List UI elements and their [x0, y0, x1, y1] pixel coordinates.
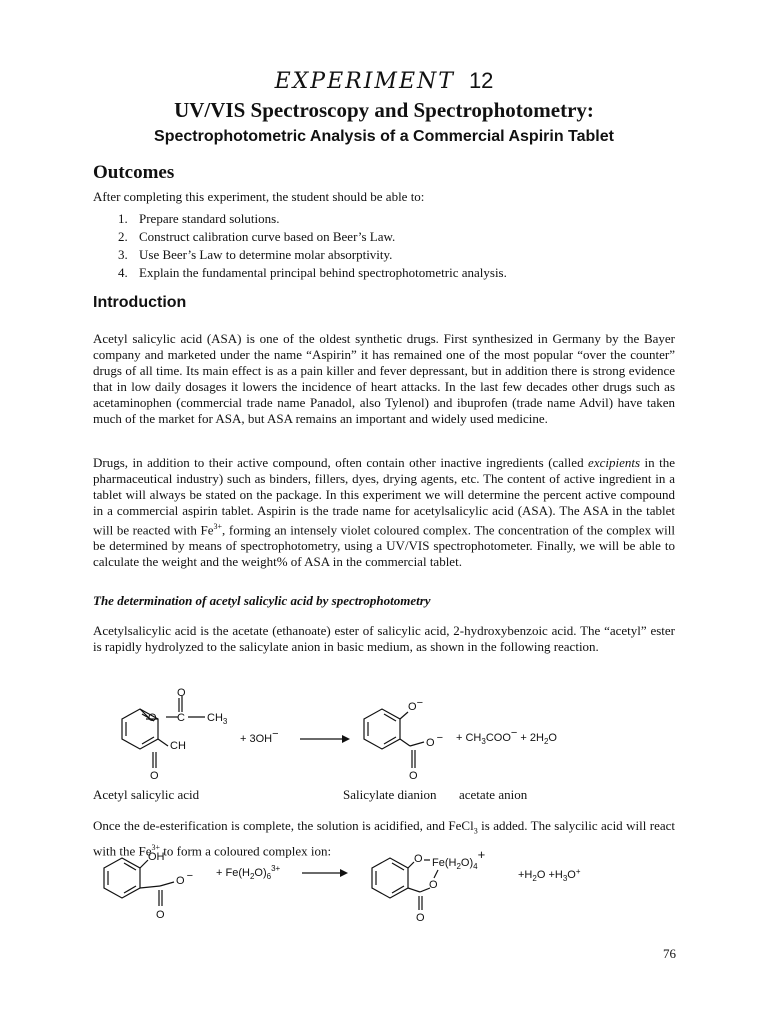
caption-acetyl-salicylic-acid: Acetyl salicylic acid — [93, 787, 200, 802]
outcomes-list — [118, 210, 507, 282]
reagent-iron: + $Fe(H_2O)_6^{3+}$ — [216, 864, 281, 881]
determination-heading: The determination of acetyl salicylic acid by spectrophotometry — [93, 593, 431, 608]
reaction-arrow-icon — [302, 869, 348, 877]
o-top-label: O — [177, 687, 186, 699]
ch-label: CH — [170, 740, 186, 752]
product-o-bottom: O — [409, 770, 418, 782]
complexation-reaction-diagram — [90, 848, 610, 928]
introduction-paragraph-1: Acetyl salicylic acid (ASA) is one of the oldest synthetic drugs. First synthesized in Germany by the Bayer company and marketed under the name “Aspirin” it has remained one of the most popular “over the counter” drugs of all time. Its main effect is as a pain killer and fever depressant, but in addition there is strong evidence that in low daily dosages it lowers the incidence of heart attacks. In the last few decades other drugs such as acetaminophen (commercial trade name Panadol, also Tylenol) and ibuprofen (trade name Advil) have taken much of the market for ASA, but ASA remains an important and widely used medicine. — [93, 331, 675, 426]
reaction-arrow-icon — [300, 735, 350, 743]
page-subtitle: Spectrophotometric Analysis of a Commercial Aspirin Tablet — [154, 128, 614, 145]
caption-acetate-anion: acetate anion — [459, 787, 528, 802]
o-ester-label: O — [148, 712, 157, 724]
oh-label: OH — [148, 851, 165, 863]
benzene-ring-icon — [372, 858, 408, 898]
benzene-ring-icon — [364, 709, 400, 749]
byproducts-2: $+H_2O +H_3O^+$ — [518, 867, 581, 883]
list-item: 1. Prepare standard solutions. — [118, 211, 280, 226]
caption-salicylate-dianion: Salicylate dianion — [343, 787, 437, 802]
o-charge-label: O − — [176, 870, 193, 887]
complex-iron-label: $Fe(H_2O)_4+$ — [432, 848, 486, 871]
determination-paragraph: Acetylsalicylic acid is the acetate (ethanoate) ester of salicylic acid, 2-hydroxybenzoic acid. The “acetyl” ester is rapidly hydrolyzed to the salicylate anion in basic medium, as shown in the following reaction. — [93, 623, 675, 654]
experiment-heading — [0, 68, 768, 94]
complex-o2-label: O — [429, 879, 438, 891]
outcomes-intro: After completing this experiment, the student should be able to: — [93, 189, 425, 204]
page-title: UV/VIS Spectroscopy and Spectrophotometry: — [174, 98, 594, 122]
product-o-top: O− — [408, 697, 423, 713]
list-item: 4. Explain the fundamental principal behind spectrophotometric analysis. — [118, 265, 507, 280]
list-item: 2. Construct calibration curve based on Beer’s Law. — [118, 229, 396, 244]
list-item: 3. Use Beer’s Law to determine molar absorptivity. — [118, 247, 393, 262]
o-bottom-label: O — [156, 909, 165, 921]
complex-o-bottom: O — [416, 912, 425, 924]
introduction-heading: Introduction — [93, 294, 187, 311]
outcomes-heading: Outcomes — [93, 162, 175, 183]
experiment-word: EXPERIMENT — [274, 69, 455, 94]
introduction-paragraph-2: Drugs, in addition to their active compound, often contain other inactive ingredients (called excipients in the pharmaceutical industry) such as binders, fillers, dyes, drying agents, etc. The content of active ingredient in a tablet will always be stated on the package. In this experiment we will determine the percent active compound in a commercial aspirin tablet. Aspirin is the trade name for acetylsalicylic acid (ASA). The ASA in the tablet will be reacted with $Fe^{3+}$, forming an intensely violet coloured complex. The concentration of the complex will be determined by means of spectrophotometry, using a UV/VIS spectrophotometer. Finally, we will be able to calculate the weight and the weight% of ASA in the commercial tablet. — [93, 455, 675, 570]
benzene-ring-icon — [104, 858, 140, 898]
product-o-right: O − — [426, 732, 443, 749]
reagent-oh: + 3OH− — [240, 728, 279, 745]
determination-paragraph-2: Once the de-esterification is complete, the solution is acidified, and FeCl$_3$ is added. The salycilic acid will react with the $Fe^{3+}$ to form a coloured complex ion: — [93, 818, 675, 858]
ch3-label: $CH_3$ — [207, 712, 228, 726]
hydrolysis-reaction-diagram — [90, 684, 590, 784]
c-label: C — [177, 712, 185, 724]
experiment-number: 12 — [468, 68, 494, 93]
byproducts-1: + $CH_3COO- + 2H_2O$ — [456, 727, 557, 746]
complex-o-label: O — [414, 853, 423, 865]
o-bottom-label: O — [150, 770, 159, 782]
page-number: 76 — [663, 946, 676, 961]
